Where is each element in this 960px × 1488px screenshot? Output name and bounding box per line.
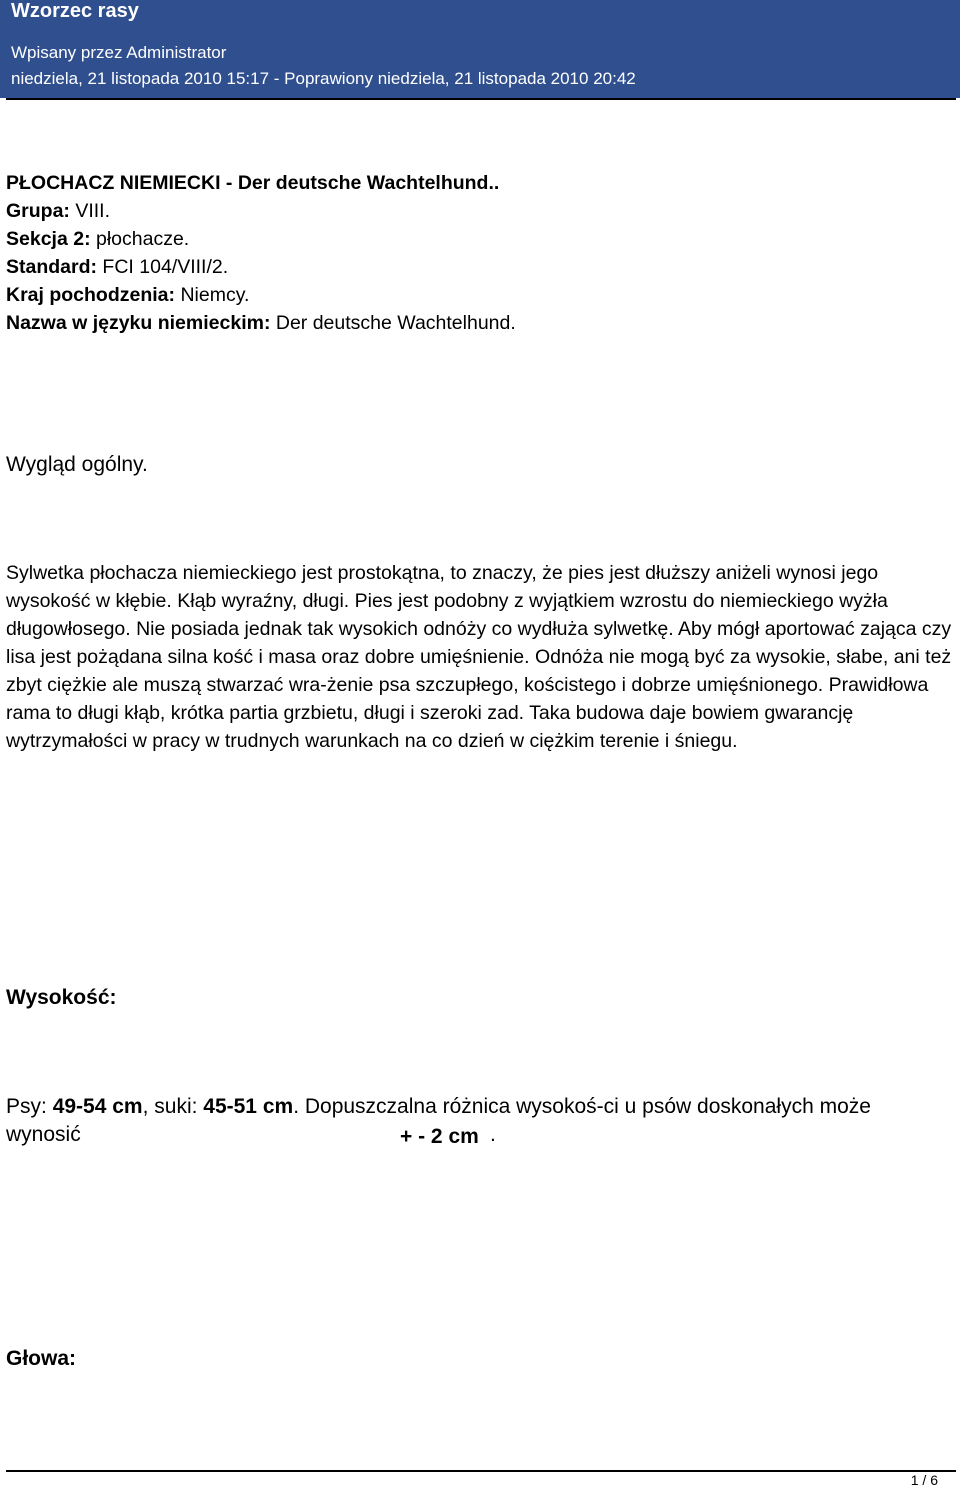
standard-line [6,254,228,280]
document-title: Wzorzec rasy [11,0,139,22]
header-divider [6,98,956,100]
psy-label: Psy: [6,1095,53,1118]
origin-value: Niemcy. [175,284,250,306]
wynosic-text: wynosić [6,1123,81,1146]
section-line [6,226,189,252]
appearance-heading: Wygląd ogólny. [6,453,148,476]
footer-divider [6,1470,956,1472]
group-label: Grupa: [6,200,70,222]
standard-value: FCI 104/VIII/2. [97,256,229,278]
suki-label: , suki: [142,1095,204,1118]
section-label: Sekcja 2: [6,228,91,250]
breed-heading: PŁOCHACZ NIEMIECKI - Der deutsche Wachtelhund.. [6,172,500,194]
tolerance-text: . Dopuszczalna różnica wysokoś-ci u psów doskonałych może [293,1095,871,1118]
tolerance-value: + - 2 cm [400,1125,479,1148]
height-heading: Wysokość: [6,986,117,1009]
origin-line [6,282,249,308]
tolerance-line [6,1122,496,1148]
author-line: Wpisany przez Administrator [11,43,227,62]
document-header [0,0,960,98]
german-name-label: Nazwa w języku niemieckim: [6,312,271,334]
suki-value: 45-51 cm [203,1095,294,1118]
height-line [6,1094,871,1120]
origin-label: Kraj pochodzenia: [6,284,176,306]
group-line [6,198,110,224]
psy-value: 49-54 cm [52,1095,143,1118]
tolerance-end: . [490,1123,496,1146]
section-value: płochacze. [90,228,190,250]
german-name-value: Der deutsche Wachtelhund. [270,312,516,334]
appearance-paragraph: Sylwetka płochacza niemieckiego jest prostokątna, to znaczy, że pies jest dłuższy aniżeli wynosi jego wysokość w kłębie. Kłąb wyraźny, długi. Pies jest podobny z wyjątkiem wzrostu do niemieckiego wyżła długowłosego. Nie posiada jednak tak wysokich odnóży co wydłuża sylwetkę. Aby mógł aportować zająca czy lisa jest pożądana silna kość i masa oraz dobre umięśnienie. Odnóża nie mogą być za wysokie, słabe, ani też zbyt ciężkie ale muszą stwarzać wra-żenie psa szczupłego, kościstego i dobrze umięśnionego. Prawidłowa rama to długi kłąb, krótka partia grzbietu, długi i szeroki zad. Taka budowa daje bowiem gwarancję wytrzymałości w pracy w trudnych warunkach na co dzień w ciężkim terenie i śniegu. [6,562,952,752]
dates-line: niedziela, 21 listopada 2010 15:17 - Poprawiony niedziela, 21 listopada 2010 20:42 [11,69,636,88]
head-heading: Głowa: [6,1347,77,1370]
page-number: 1 / 6 [910,1472,938,1488]
group-value: VIII. [69,200,111,222]
standard-label: Standard: [6,256,98,278]
german-name-line [6,310,516,336]
